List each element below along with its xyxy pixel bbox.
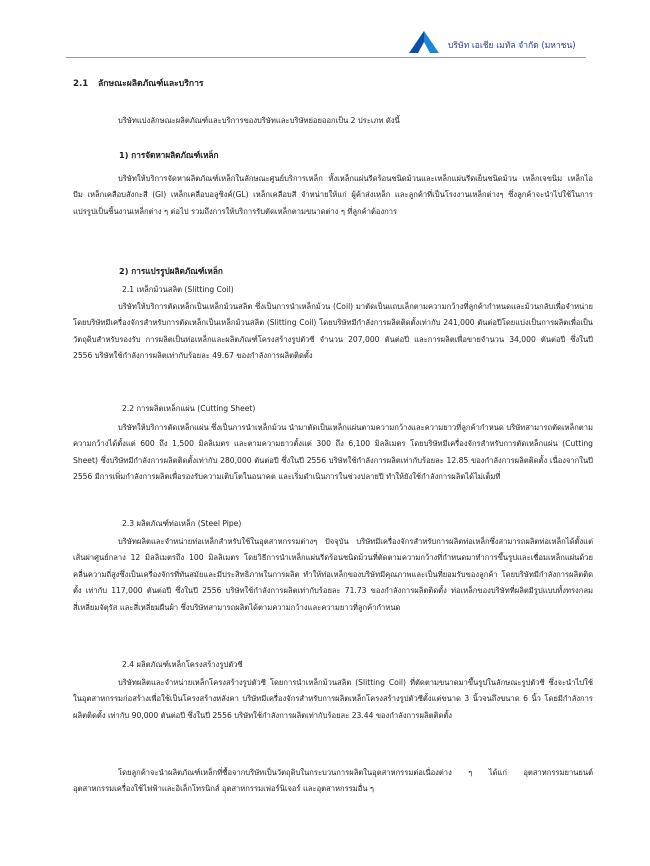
item-heading-2-1: 2.1 เหล็กม้วนสลิต (Slitting Coil) (122, 285, 234, 294)
part1-body: บริษัทให้บริการจัดหาผลิตภัณฑ์เหล็กในลักษณะศูนย์บริการเหล็ก ทั้งเหล็กแผ่นรีดร้อนชนิดม้วนและเหล็กแผ่นรีดเย็นชนิดม้วน เหล็กเจขนิม เหล็กไอบีม เหล็กเคลือบสังกะสี (GI) เหล็กเคลือบอลูซิงค์(GL) เหล็กเคลือบสี จำหน่ายให้แก่ ผู้ค้าส่งเหล็ก และลูกค้าที่เป็นโรงงานเหล็กต่างๆ ซึ่งลูกค้าจะนำไปใช้ในการแปรรูปเป็นชิ้นงานเหล็กต่าง ๆ ต่อไป รวมถึงการให้บริการรับตัดเหล็กตามขนาดต่าง ๆ ที่ลูกค้าต้องการ (73, 174, 593, 216)
closing-paragraph: โดยลูกค้าจะนำผลิตภัณฑ์เหล็กที่ซื้อจากบริษัทเป็นวัตถุดิบในกระบวนการผลิตในอุตสาหกรรมต่อเนื่องต่าง ๆ ได้แก่ อุตสาหกรรมยานยนต์ อุตสาหกรรมเครื่องใช้ไฟฟ้าและอิเล็กโทรนิกส์ อุตสาหกรรมเฟอร์นิเจอร์ และอุตสาหกรรมอื่น ๆ (73, 768, 593, 794)
item-heading-2-2: 2.2 การผลิตเหล็กแผ่น (Cutting Sheet) (122, 404, 256, 413)
item-heading-2-4: 2.4 ผลิตภัณฑ์เหล็กโครงสร้างรูปตัวซี (122, 660, 243, 669)
item-heading-2-3: 2.3 ผลิตภัณฑ์ท่อเหล็ก (Steel Pipe) (122, 519, 242, 528)
page-header (0, 0, 650, 60)
item-body-2-3: บริษัทผลิตและจำหน่ายท่อเหล็กสำหรับใช้ในอุตสาหกรรมต่างๆ ปัจจุบัน บริษัทมีเครื่องจักรสำหรับการผลิตท่อเหล็กซึ่งสามารถผลิตท่อเหล็กได้ตั้งแต่เส้นผ่าศูนย์กลาง 12 มิลลิเมตรถึง 100 มิลลิเมตร โดยวิธีการนำเหล็กแผ่นรีดร้อนชนิดม้วนที่ตัดตามความกว้างที่กำหนดมาทำการขึ้นรูปและเชื่อมเหล็กแผ่นด้วยคลื่นความถี่สูงซึ่งเป็นเครื่องจักรที่ทันสมัยและมีประสิทธิภาพในการผลิต ทำให้ท่อเหล็กของบริษัทมีคุณภาพและเป็นที่ยอมรับของลูกค้า โดยบริษัทมีกำลังการผลิตติดตั้ง เท่ากับ 117,000 ตันต่อปี ซึ่งในปี 2556 บริษัทใช้กำลังการผลิตเท่ากับร้อยละ 71.73 ของกำลังการผลิตติดตั้ง ท่อเหล็กของบริษัทที่ผลิตมีรูปแบบทั้งทรงกลม สี่เหลี่ยมจัตุรัส และสี่เหลี่ยมผืนผ้า ซึ่งบริษัทสามารถผลิตได้ตามความกว้างและความยาวที่ลูกค้ากำหนด (73, 537, 593, 612)
item-body-2-2: บริษัทให้บริการตัดเหล็กแผ่น ซึ่งเป็นการนำเหล็กม้วน นำมาตัดเป็นเหล็กแผ่นตามความกว้างและความยาวที่ลูกค้ากำหนด บริษัทสามารถตัดเหล็กตามความกว้างได้ตั้งแต่ 600 ถึง 1,500 มิลลิเมตร และตามความยาวตั้งแต่ 300 ถึง 6,100 มิลลิเมตร โดยบริษัทมีเครื่องจักรสำหรับการตัดเหล็กแผ่น (Cutting Sheet) ซึ่งบริษัทมีกำลังการผลิตติดตั้งเท่ากับ 280,000 ตันต่อปี ซึ่งในปี 2556 บริษัทใช้กำลังการผลิตเท่ากับร้อยละ 12.85 ของกำลังการผลิตติดตั้ง เนื่องจากในปี 2556 มีการเพิ่มกำลังการผลิตเพื่อรองรับความเติบโตในอนาคต และเริ่มดำเนินการในช่วงปลายปี ทำให้ยังใช้กำลังการผลิตได้ไม่เต็มที่ (73, 423, 593, 482)
part1-title: 1) การจัดหาผลิตภัณฑ์เหล็ก (119, 150, 219, 160)
header-divider (66, 57, 586, 58)
section-intro: บริษัทแบ่งลักษณะผลิตภัณฑ์และบริการของบริษัทและบริษัทย่อยออกเป็น 2 ประเภท ดังนี้ (118, 116, 400, 125)
item-body-2-4: บริษัทผลิตและจำหน่ายเหล็กโครงสร้างรูปตัวซี โดยการนำเหล็กม้วนสลิต (Slitting Coil) ที่ตัดตามขนาดมาขึ้นรูปในลักษณะรูปตัวซี ซึ่งจะนำไปใช้ในอุตสาหกรรมก่อสร้างเพื่อใช้เป็นโครงสร้างหลังคา บริษัทมีเครื่องจักรสำหรับการผลิตเหล็กโครงสร้างรูปตัวซีตั้งแต่ขนาด 3 นิ้วจนถึงขนาด 6 นิ้ว โดยมีกำลังการผลิตติดตั้ง เท่ากับ 90,000 ตันต่อปี ซึ่งในปี 2556 บริษัทใช้กำลังการผลิตเท่ากับร้อยละ 23.44 ของกำลังการผลิตติดตั้ง (73, 678, 593, 720)
item-body-2-1: บริษัทให้บริการตัดเหล็กเป็นเหล็กม้วนสลิต ซึ่งเป็นการนำเหล็กม้วน (Coil) มาตัดเป็นแถบเล็กตามความกว้างที่ลูกค้ากำหนดและม้วนกลับเพื่อจำหน่าย โดยบริษัทมีเครื่องจักรสำหรับการตัดเหล็กเป็นเหล็กม้วนสลิต (Slitting Coil) โดยบริษัทมีกำลังการผลิตติดตั้งเท่ากับ 241,000 ตันต่อปีโดยแบ่งเป็นการผลิตเพื่อเป็นวัตถุดิบสำหรับรองรับ การผลิตเป็นท่อเหล็กและผลิตภัณฑ์โครงสร้างรูปตัวซี จำนวน 207,000 ตันต่อปี และการผลิตเพื่อขายจำนวน 34,000 ตันต่อปี ซึ่งในปี 2556 บริษัทใช้กำลังการผลิตเท่ากับร้อยละ 49.67 ของกำลังการผลิตติดตั้ง (73, 302, 593, 361)
company-name: บริษัท เอเชีย เมทัล จำกัด (มหาชน) (448, 41, 576, 51)
section-number: 2.1 (73, 79, 89, 89)
triangle-logo-icon (408, 30, 440, 54)
section-title: ลักษณะผลิตภัณฑ์และบริการ (98, 79, 204, 89)
section-heading (73, 76, 204, 92)
part2-title: 2) การแปรรูปผลิตภัณฑ์เหล็ก (119, 266, 223, 276)
